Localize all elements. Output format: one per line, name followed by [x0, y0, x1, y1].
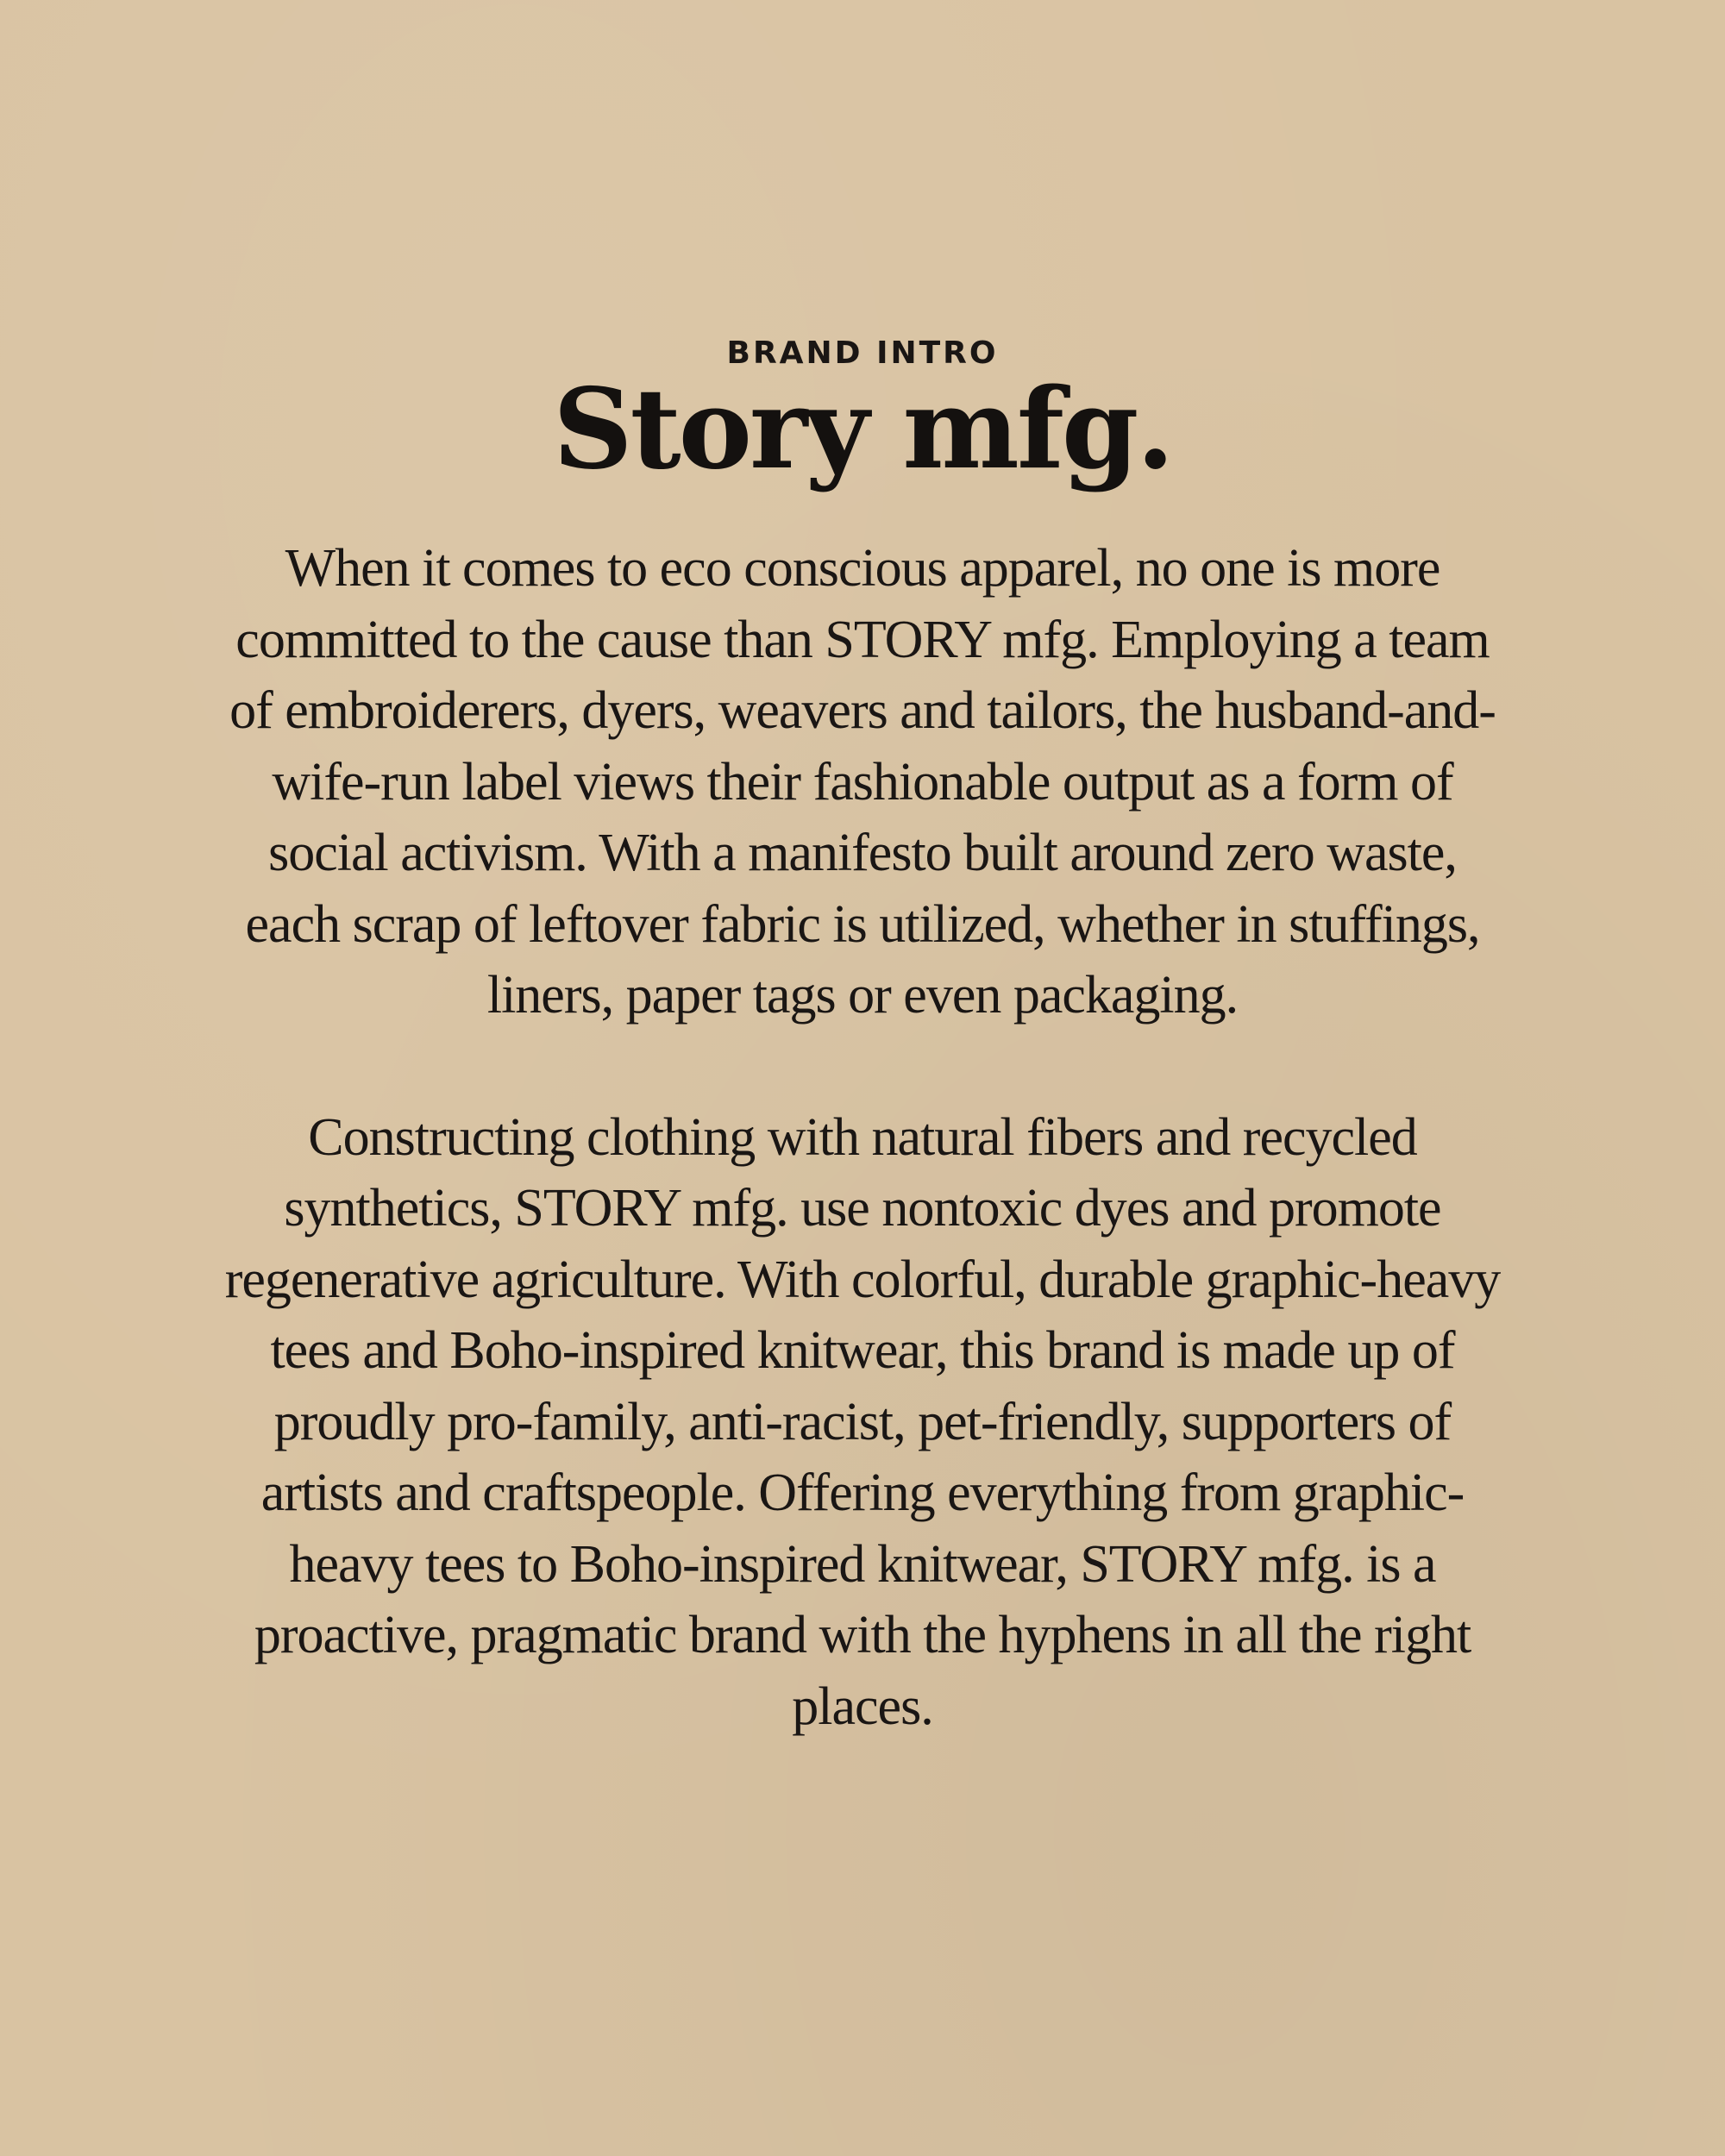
paragraph-2: Constructing clothing with natural fibers and recycled synthetics, STORY mfg. use nontoxic dyes and promote regenerative agriculture. With colorful, durable graphic-heavy tees and Boho-inspired knitwear, this brand is made up of proudly pro-family, anti-racist, pet-friendly, supporters of artists and craftspeople. Offering everything from graphic-heavy tees to Boho-inspired knitwear, STORY mfg. is a proactive, pragmatic brand with the hyphens in all the right places.: [224, 1107, 1501, 1736]
body-text: [216, 533, 1509, 1742]
brand-title: Story mfg.: [553, 365, 1172, 494]
header: [0, 335, 1725, 494]
eyebrow-label: BRAND INTRO: [726, 335, 999, 371]
paragraph-1: When it comes to eco conscious apparel, no one is more committed to the cause than STORY mfg. Employing a team of embroiderers, dyers, weavers and tailors, the husband-and-wife-run label views their fashionable output as a form of social activism. With a manifesto built around zero waste, each scrap of leftover fabric is utilized, whether in stuffings, liners, paper tags or even packaging.: [229, 539, 1496, 1025]
